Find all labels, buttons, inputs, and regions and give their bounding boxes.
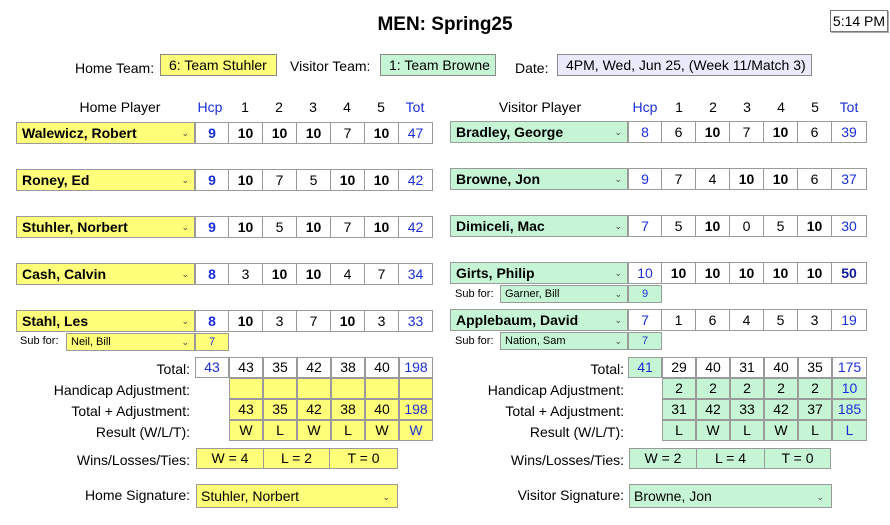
home-result-label: Result (W/L/T): bbox=[95, 424, 190, 440]
home-hcp-header: Hcp bbox=[197, 99, 223, 115]
visitor-score-cell[interactable]: 10 bbox=[696, 215, 730, 237]
home-result-tot: W bbox=[399, 420, 433, 441]
visitor-total-cell: 29 bbox=[662, 357, 696, 378]
home-total-adj-cell: 40 bbox=[365, 399, 399, 420]
visitor-adjust-cell: 2 bbox=[696, 378, 730, 399]
visitor-player-select[interactable] bbox=[450, 168, 628, 190]
visitor-score-cell[interactable]: 10 bbox=[798, 262, 832, 284]
visitor-hcp-cell[interactable]: 7 bbox=[628, 215, 662, 237]
home-player-name: Cash, Calvin bbox=[22, 266, 107, 282]
home-team-field[interactable]: 6: Team Stuhler bbox=[160, 54, 277, 76]
home-score-cell[interactable]: 10 bbox=[229, 122, 263, 144]
home-tot-cell: 34 bbox=[399, 263, 433, 285]
home-score-cell[interactable]: 10 bbox=[365, 169, 399, 191]
home-score-cell[interactable]: 7 bbox=[297, 310, 331, 332]
visitor-handicap-adjustment-label: Handicap Adjustment: bbox=[487, 382, 624, 398]
home-score-cell[interactable]: 10 bbox=[229, 310, 263, 332]
home-game3-header: 3 bbox=[309, 99, 317, 115]
home-hcp-cell[interactable]: 9 bbox=[195, 169, 229, 191]
visitor-result-cell: W bbox=[696, 420, 730, 441]
visitor-score-cell[interactable]: 5 bbox=[764, 309, 798, 331]
visitor-player-select[interactable] bbox=[450, 262, 628, 284]
visitor-result-cell: L bbox=[730, 420, 764, 441]
home-sub-name: Neil, Bill bbox=[71, 336, 111, 348]
visitor-sub1-label: Sub for: bbox=[455, 288, 494, 300]
visitor-total-adj-cell: 31 bbox=[662, 399, 696, 420]
visitor-score-cell[interactable]: 10 bbox=[764, 168, 798, 190]
visitor-sub2-select[interactable] bbox=[500, 332, 628, 350]
chevron-down-icon[interactable]: ⌄ bbox=[181, 269, 189, 279]
home-score-cell[interactable]: 5 bbox=[297, 169, 331, 191]
visitor-score-cell[interactable]: 10 bbox=[696, 262, 730, 284]
visitor-player-select[interactable] bbox=[450, 309, 628, 331]
visitor-score-cell[interactable]: 5 bbox=[764, 215, 798, 237]
visitor-score-cell[interactable]: 7 bbox=[730, 121, 764, 143]
home-total-adjustment-label: Total + Adjustment: bbox=[71, 403, 190, 419]
visitor-result-label: Result (W/L/T): bbox=[529, 424, 624, 440]
home-total-cell: 35 bbox=[263, 357, 297, 378]
home-player-name: Roney, Ed bbox=[22, 172, 90, 188]
visitor-game4-header: 4 bbox=[777, 99, 785, 115]
visitor-total-hcp: 41 bbox=[628, 357, 662, 378]
chevron-down-icon[interactable]: ⌄ bbox=[181, 337, 189, 347]
visitor-game1-header: 1 bbox=[675, 99, 683, 115]
visitor-team-field[interactable]: 1: Team Browne bbox=[380, 54, 496, 76]
home-hcp-cell[interactable]: 9 bbox=[195, 122, 229, 144]
home-player-name: Stuhler, Norbert bbox=[22, 219, 128, 235]
home-tot-cell: 42 bbox=[399, 169, 433, 191]
visitor-player-header: Visitor Player bbox=[498, 99, 582, 115]
home-game1-header: 1 bbox=[241, 99, 249, 115]
home-score-cell[interactable]: 10 bbox=[365, 216, 399, 238]
home-total-cell: 40 bbox=[365, 357, 399, 378]
visitor-player-name: Browne, Jon bbox=[456, 171, 541, 187]
home-total-adj-cell: 42 bbox=[297, 399, 331, 420]
home-player-select[interactable] bbox=[16, 122, 195, 144]
visitor-hcp-header: Hcp bbox=[632, 99, 658, 115]
visitor-total-adj-tot: 185 bbox=[832, 399, 867, 420]
visitor-adjust-cell: 2 bbox=[662, 378, 696, 399]
visitor-total-cell: 40 bbox=[696, 357, 730, 378]
home-score-cell[interactable]: 10 bbox=[263, 263, 297, 285]
visitor-adjust-cell: 2 bbox=[730, 378, 764, 399]
home-tot-header: Tot bbox=[405, 99, 425, 115]
home-adjust-cell bbox=[297, 378, 331, 399]
home-total-tot: 198 bbox=[399, 357, 433, 378]
chevron-down-icon[interactable]: ⌄ bbox=[614, 174, 622, 184]
home-score-cell[interactable]: 10 bbox=[297, 122, 331, 144]
visitor-wlt-label: Wins/Losses/Ties: bbox=[510, 452, 624, 468]
home-total-label: Total: bbox=[156, 361, 190, 377]
home-total-cell: 42 bbox=[297, 357, 331, 378]
home-player-name: Stahl, Les bbox=[22, 313, 89, 329]
visitor-wins: W = 2 bbox=[629, 448, 697, 469]
home-score-cell[interactable]: 10 bbox=[297, 263, 331, 285]
home-player-select[interactable] bbox=[16, 169, 195, 191]
visitor-score-cell[interactable]: 3 bbox=[798, 309, 832, 331]
chevron-down-icon[interactable]: ⌄ bbox=[816, 492, 824, 502]
home-score-cell[interactable]: 7 bbox=[331, 122, 365, 144]
visitor-score-cell[interactable]: 6 bbox=[798, 168, 832, 190]
chevron-down-icon[interactable]: ⌄ bbox=[181, 222, 189, 232]
chevron-down-icon[interactable]: ⌄ bbox=[614, 268, 622, 278]
visitor-adjust-cell: 2 bbox=[798, 378, 832, 399]
home-score-cell[interactable]: 10 bbox=[263, 122, 297, 144]
visitor-score-cell[interactable]: 6 bbox=[662, 121, 696, 143]
visitor-adjust-cell: 2 bbox=[764, 378, 798, 399]
visitor-score-cell[interactable]: 4 bbox=[696, 168, 730, 190]
home-wins: W = 4 bbox=[196, 448, 264, 469]
visitor-score-cell[interactable]: 1 bbox=[662, 309, 696, 331]
visitor-total-adjustment-label: Total + Adjustment: bbox=[505, 403, 624, 419]
home-sub-label: Sub for: bbox=[20, 335, 59, 347]
visitor-result-cell: W bbox=[764, 420, 798, 441]
visitor-score-cell[interactable]: 4 bbox=[730, 309, 764, 331]
visitor-player-name: Dimiceli, Mac bbox=[456, 218, 545, 234]
visitor-hcp-cell[interactable]: 8 bbox=[628, 121, 662, 143]
visitor-sub2-hcp[interactable]: 7 bbox=[628, 332, 662, 350]
visitor-player-name: Applebaum, David bbox=[456, 312, 579, 328]
home-score-cell[interactable]: 10 bbox=[331, 169, 365, 191]
home-sub-select[interactable] bbox=[66, 333, 195, 351]
home-player-name: Walewicz, Robert bbox=[22, 125, 137, 141]
visitor-score-cell[interactable]: 10 bbox=[730, 168, 764, 190]
date-field[interactable]: 4PM, Wed, Jun 25, (Week 11/Match 3) bbox=[557, 54, 812, 76]
visitor-player-select[interactable] bbox=[450, 215, 628, 237]
home-game2-header: 2 bbox=[275, 99, 283, 115]
clock: 5:14 PM bbox=[830, 10, 888, 32]
visitor-total-cell: 31 bbox=[730, 357, 764, 378]
visitor-total-label: Total: bbox=[590, 361, 624, 377]
home-adjust-cell bbox=[365, 378, 399, 399]
visitor-total-tot: 175 bbox=[832, 357, 867, 378]
home-result-cell: W bbox=[229, 420, 263, 441]
visitor-signature-select[interactable] bbox=[629, 484, 832, 508]
home-ties: T = 0 bbox=[330, 448, 398, 469]
visitor-ties: T = 0 bbox=[765, 448, 831, 469]
visitor-tot-cell: 39 bbox=[832, 121, 867, 143]
home-tot-cell: 47 bbox=[399, 122, 433, 144]
home-total-adj-tot: 198 bbox=[399, 399, 433, 420]
visitor-total-adj-cell: 37 bbox=[798, 399, 832, 420]
visitor-hcp-cell[interactable]: 9 bbox=[628, 168, 662, 190]
visitor-tot-cell: 19 bbox=[832, 309, 867, 331]
home-player-select[interactable] bbox=[16, 263, 195, 285]
visitor-result-tot: L bbox=[832, 420, 867, 441]
visitor-sub2-name: Nation, Sam bbox=[505, 335, 566, 347]
visitor-sub2-label: Sub for: bbox=[455, 335, 494, 347]
home-score-cell[interactable]: 3 bbox=[365, 310, 399, 332]
home-score-cell[interactable]: 7 bbox=[365, 263, 399, 285]
home-total-cell: 38 bbox=[331, 357, 365, 378]
home-total-cell: 43 bbox=[229, 357, 263, 378]
visitor-total-adj-cell: 42 bbox=[696, 399, 730, 420]
chevron-down-icon[interactable]: ⌄ bbox=[614, 127, 622, 137]
chevron-down-icon[interactable]: ⌄ bbox=[614, 315, 622, 325]
home-signature-select[interactable] bbox=[196, 484, 398, 508]
home-score-cell[interactable]: 10 bbox=[365, 122, 399, 144]
chevron-down-icon[interactable]: ⌄ bbox=[614, 221, 622, 231]
visitor-total-adj-cell: 33 bbox=[730, 399, 764, 420]
home-player-select[interactable] bbox=[16, 310, 195, 332]
visitor-game3-header: 3 bbox=[743, 99, 751, 115]
visitor-score-cell[interactable]: 10 bbox=[798, 215, 832, 237]
home-tot-cell: 33 bbox=[399, 310, 433, 332]
visitor-score-cell[interactable]: 6 bbox=[798, 121, 832, 143]
home-game4-header: 4 bbox=[343, 99, 351, 115]
home-losses: L = 2 bbox=[264, 448, 330, 469]
chevron-down-icon[interactable]: ⌄ bbox=[181, 128, 189, 138]
chevron-down-icon[interactable]: ⌄ bbox=[181, 175, 189, 185]
home-result-cell: L bbox=[331, 420, 365, 441]
visitor-player-name: Girts, Philip bbox=[456, 265, 535, 281]
chevron-down-icon[interactable]: ⌄ bbox=[382, 492, 390, 502]
visitor-score-cell[interactable]: 10 bbox=[764, 121, 798, 143]
visitor-signature-label: Visitor Signature: bbox=[517, 487, 624, 503]
visitor-score-cell[interactable]: 10 bbox=[662, 262, 696, 284]
visitor-result-cell: L bbox=[662, 420, 696, 441]
home-signature-label: Home Signature: bbox=[84, 487, 190, 503]
visitor-sub1-name: Garner, Bill bbox=[505, 288, 560, 300]
home-score-cell[interactable]: 10 bbox=[297, 216, 331, 238]
visitor-sub1-select[interactable] bbox=[500, 285, 628, 303]
home-score-cell[interactable]: 3 bbox=[229, 263, 263, 285]
home-player-header: Home Player bbox=[79, 99, 161, 115]
home-score-cell[interactable]: 5 bbox=[263, 216, 297, 238]
visitor-tot-cell: 30 bbox=[832, 215, 867, 237]
visitor-player-select[interactable] bbox=[450, 121, 628, 143]
visitor-score-cell[interactable]: 10 bbox=[730, 262, 764, 284]
home-sub-hcp[interactable]: 7 bbox=[195, 333, 229, 351]
visitor-score-cell[interactable]: 5 bbox=[662, 215, 696, 237]
chevron-down-icon[interactable]: ⌄ bbox=[614, 336, 622, 346]
visitor-score-cell[interactable]: 10 bbox=[696, 121, 730, 143]
home-adjust-cell bbox=[229, 378, 263, 399]
visitor-game5-header: 5 bbox=[811, 99, 819, 115]
home-wlt-label: Wins/Losses/Ties: bbox=[76, 452, 190, 468]
visitor-losses: L = 4 bbox=[697, 448, 765, 469]
visitor-total-adj-cell: 42 bbox=[764, 399, 798, 420]
home-team-label: Home Team: bbox=[75, 60, 155, 76]
chevron-down-icon[interactable]: ⌄ bbox=[614, 289, 622, 299]
home-total-adj-cell: 38 bbox=[331, 399, 365, 420]
visitor-tot-cell: 50 bbox=[832, 262, 867, 284]
visitor-tot-cell: 37 bbox=[832, 168, 867, 190]
visitor-signature-name: Browne, Jon bbox=[634, 488, 712, 504]
home-score-cell[interactable]: 10 bbox=[229, 216, 263, 238]
home-adjust-cell bbox=[263, 378, 297, 399]
home-tot-cell: 42 bbox=[399, 216, 433, 238]
home-signature-name: Stuhler, Norbert bbox=[201, 488, 300, 504]
home-score-cell[interactable]: 7 bbox=[331, 216, 365, 238]
page-title: MEN: Spring25 bbox=[377, 14, 513, 35]
home-adjust-cell bbox=[331, 378, 365, 399]
visitor-total-cell: 40 bbox=[764, 357, 798, 378]
date-label: Date: bbox=[515, 60, 549, 76]
home-score-cell[interactable]: 4 bbox=[331, 263, 365, 285]
visitor-adjust-tot: 10 bbox=[832, 378, 867, 399]
home-hcp-cell[interactable]: 9 bbox=[195, 216, 229, 238]
visitor-hcp-cell[interactable]: 10 bbox=[628, 262, 662, 284]
home-score-cell[interactable]: 7 bbox=[263, 169, 297, 191]
visitor-tot-header: Tot bbox=[839, 99, 859, 115]
visitor-game2-header: 2 bbox=[709, 99, 717, 115]
home-game5-header: 5 bbox=[377, 99, 385, 115]
home-hcp-cell[interactable]: 8 bbox=[195, 263, 229, 285]
home-player-select[interactable] bbox=[16, 216, 195, 238]
visitor-player-name: Bradley, George bbox=[456, 124, 564, 140]
visitor-total-cell: 35 bbox=[798, 357, 832, 378]
visitor-score-cell[interactable]: 7 bbox=[662, 168, 696, 190]
home-score-cell[interactable]: 10 bbox=[331, 310, 365, 332]
home-total-adj-cell: 43 bbox=[229, 399, 263, 420]
home-adjust-tot bbox=[399, 378, 433, 399]
visitor-sub1-hcp[interactable]: 9 bbox=[628, 285, 662, 303]
home-score-cell[interactable]: 3 bbox=[263, 310, 297, 332]
home-result-cell: W bbox=[297, 420, 331, 441]
home-total-hcp: 43 bbox=[195, 357, 229, 378]
visitor-score-cell[interactable]: 10 bbox=[764, 262, 798, 284]
visitor-hcp-cell[interactable]: 7 bbox=[628, 309, 662, 331]
chevron-down-icon[interactable]: ⌄ bbox=[181, 316, 189, 326]
visitor-score-cell[interactable]: 0 bbox=[730, 215, 764, 237]
home-score-cell[interactable]: 10 bbox=[229, 169, 263, 191]
home-hcp-cell[interactable]: 8 bbox=[195, 310, 229, 332]
visitor-score-cell[interactable]: 6 bbox=[696, 309, 730, 331]
visitor-result-cell: L bbox=[798, 420, 832, 441]
visitor-team-label: Visitor Team: bbox=[290, 58, 371, 74]
home-result-cell: L bbox=[263, 420, 297, 441]
home-result-cell: W bbox=[365, 420, 399, 441]
home-handicap-adjustment-label: Handicap Adjustment: bbox=[53, 382, 190, 398]
home-total-adj-cell: 35 bbox=[263, 399, 297, 420]
